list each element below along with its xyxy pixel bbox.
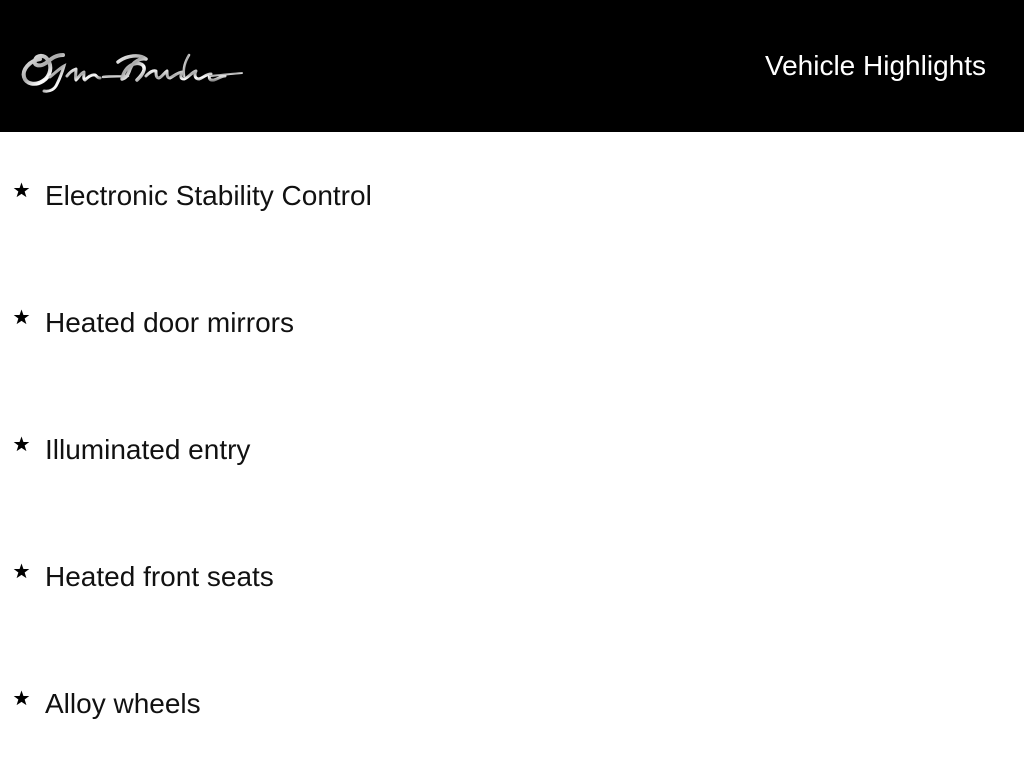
list-item (0, 560, 1024, 600)
list-item (0, 179, 1024, 219)
vehicle-highlights-list (0, 132, 1024, 768)
highlight-label: Heated front seats (45, 561, 274, 592)
list-item (0, 433, 1024, 473)
star-icon (11, 688, 32, 709)
star-icon (11, 180, 32, 201)
highlight-label: Heated door mirrors (45, 307, 294, 338)
highlight-label: Electronic Stability Control (45, 180, 372, 211)
highlight-label: Alloy wheels (45, 688, 201, 719)
list-item (0, 306, 1024, 346)
highlight-label: Illuminated entry (45, 434, 251, 465)
star-icon (11, 434, 32, 455)
page-header (0, 0, 1024, 132)
dealer-logo[interactable] (20, 42, 246, 100)
star-icon (11, 561, 32, 582)
star-icon (11, 307, 32, 328)
page-title: Vehicle Highlights (764, 50, 986, 81)
list-item (0, 687, 1024, 727)
